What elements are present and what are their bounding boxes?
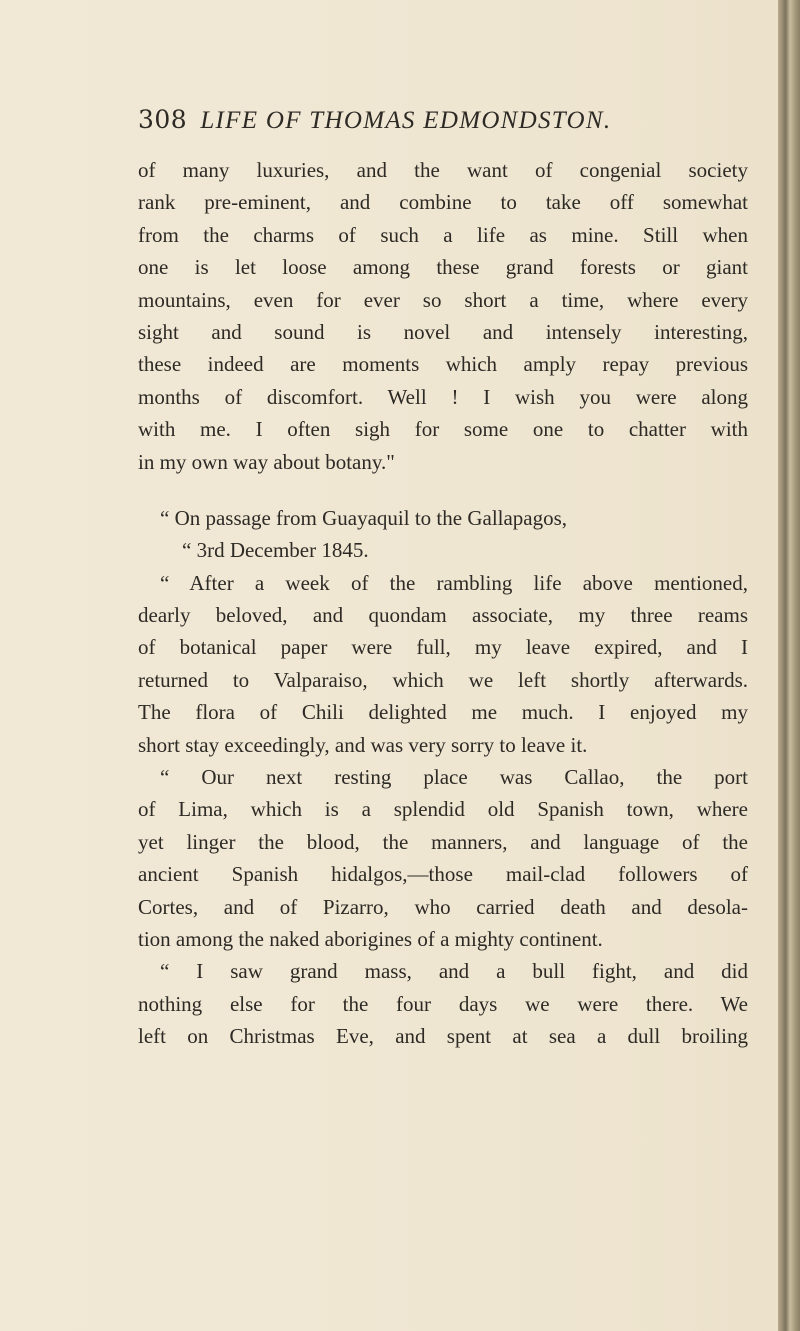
text-line: in my own way about botany." [138,449,395,474]
text-line: months of discomfort. Well ! I wish you were along [138,384,748,409]
text-line: “ I saw grand mass, and a bull fight, and did [160,959,748,984]
text-line: short stay exceedingly, and was very sorry to leave it. [138,732,588,757]
letter-heading-date: “ 3rd December 1845. [182,538,369,563]
letter-heading-place: “ On passage from Guayaquil to the Gallapagos, [160,505,568,530]
text-line: of many luxuries, and the want of congenial society [138,158,748,182]
body-text [138,154,748,1053]
text-line: “ After a week of the rambling life above mentioned, [160,570,748,595]
page-edge-shadow [778,0,800,1331]
text-line: yet linger the blood, the manners, and language of the [138,829,748,854]
paragraph-gap [138,478,748,502]
text-line: left on Christmas Eve, and spent at sea a dull broiling [138,1024,748,1049]
running-title: LIFE OF THOMAS EDMONDSTON. [200,107,612,134]
text-line: of botanical paper were full, my leave expired, and I [138,635,748,660]
text-line: “ Our next resting place was Callao, the port [160,765,748,790]
text-line: The flora of Chili delighted me much. I enjoyed my [138,700,748,725]
text-line: ancient Spanish hidalgos,—those mail-clad followers of [138,862,748,887]
text-line: tion among the naked aborigines of a mighty continent. [138,926,603,951]
text-line: Cortes, and of Pizarro, who carried death and desola- [138,894,748,919]
text-line: sight and sound is novel and intensely interesting, [138,319,748,344]
text-line: from the charms of such a life as mine. Still when [138,222,748,247]
text-line: returned to Valparaiso, which we left shortly afterwards. [138,667,748,692]
text-line: these indeed are moments which amply repay previous [138,352,748,377]
text-line: rank pre-eminent, and combine to take off somewhat [138,190,748,215]
text-line: with me. I often sigh for some one to chatter with [138,417,748,442]
text-line: nothing else for the four days we were there. We [138,991,748,1016]
text-line: of Lima, which is a splendid old Spanish town, where [138,797,748,822]
text-line: one is let loose among these grand forests or giant [138,255,748,280]
running-head [138,105,758,145]
text-line: dearly beloved, and quondam associate, my three reams [138,603,748,628]
page-number: 308 [138,105,188,134]
text-line: mountains, even for ever so short a time, where every [138,287,748,312]
